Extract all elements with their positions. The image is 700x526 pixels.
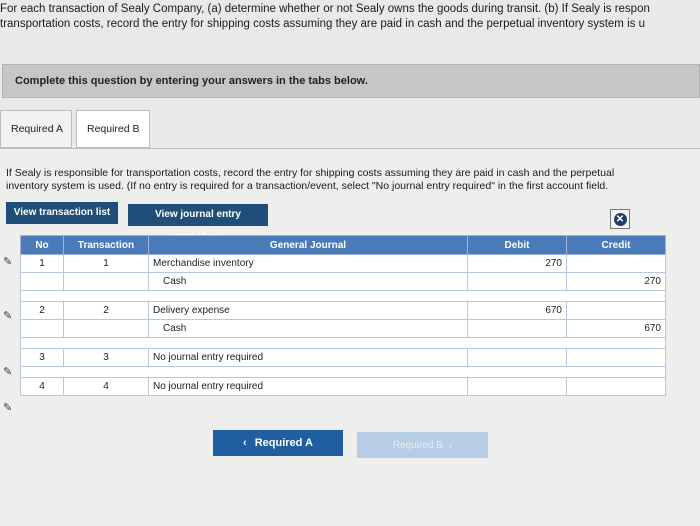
cell-no: 4: [21, 378, 64, 396]
cell-no: 2: [21, 302, 64, 320]
instruction-banner: [2, 64, 700, 98]
chevron-right-icon: ›: [448, 439, 453, 451]
cell-account[interactable]: Cash: [149, 320, 468, 338]
view-journal-entry-worksheet-button[interactable]: View journal entry: [128, 204, 268, 226]
table-row: [21, 378, 666, 396]
col-journal-header: General Journal: [149, 236, 468, 255]
journal-table: [20, 235, 666, 396]
panel-instructions: [6, 167, 614, 193]
cell-transaction: [64, 273, 149, 291]
close-button[interactable]: [610, 209, 630, 229]
col-credit-header: Credit: [567, 236, 666, 255]
cell-debit[interactable]: [468, 273, 567, 291]
close-icon: ✕: [614, 213, 627, 226]
cell-transaction: 3: [64, 349, 149, 367]
cell-debit[interactable]: [468, 320, 567, 338]
cell-debit[interactable]: [468, 349, 567, 367]
cell-credit[interactable]: 670: [567, 320, 666, 338]
cell-credit[interactable]: [567, 349, 666, 367]
banner-text: Complete this question by entering your answers in the tabs below.: [15, 75, 368, 87]
table-header-row: [21, 236, 666, 255]
cell-transaction: 1: [64, 255, 149, 273]
spacer-row: [21, 291, 666, 302]
next-button-label: Required B: [392, 439, 443, 451]
table-row: [21, 273, 666, 291]
question-intro: [0, 2, 700, 32]
cell-credit[interactable]: [567, 255, 666, 273]
cell-transaction: 2: [64, 302, 149, 320]
col-debit-header: Debit: [468, 236, 567, 255]
edit-pencil-icon[interactable]: ✎: [3, 256, 13, 268]
chevron-left-icon: ‹: [243, 437, 247, 449]
tab-label: Required A: [11, 123, 63, 135]
cell-credit[interactable]: 270: [567, 273, 666, 291]
table-row: [21, 320, 666, 338]
tab-panel: [0, 148, 700, 526]
table-row: [21, 349, 666, 367]
edit-pencil-icon[interactable]: ✎: [3, 402, 13, 414]
spacer-row: [21, 338, 666, 349]
cell-account[interactable]: Cash: [149, 273, 468, 291]
cell-no: 1: [21, 255, 64, 273]
table-row: [21, 302, 666, 320]
tab-label: Required B: [87, 123, 140, 135]
cell-account[interactable]: Merchandise inventory: [149, 255, 468, 273]
col-transaction-header: Transaction: [64, 236, 149, 255]
cell-credit[interactable]: [567, 302, 666, 320]
next-required-b-button[interactable]: [357, 432, 488, 458]
prev-required-a-button[interactable]: [213, 430, 343, 456]
cell-transaction: [64, 320, 149, 338]
view-transaction-list-button[interactable]: View transaction list: [6, 202, 118, 224]
instructions-line-1: If Sealy is responsible for transportation costs, record the entry for shipping costs assuming they are paid in cash and the perpetual: [6, 167, 615, 179]
table-row: [21, 255, 666, 273]
tab-required-b[interactable]: [76, 110, 150, 148]
edit-pencil-icon[interactable]: ✎: [3, 310, 13, 322]
tab-required-a[interactable]: [0, 110, 72, 148]
cell-account[interactable]: Delivery expense: [149, 302, 468, 320]
cell-no: 3: [21, 349, 64, 367]
cell-no: [21, 273, 64, 291]
cell-debit[interactable]: 270: [468, 255, 567, 273]
cell-no: [21, 320, 64, 338]
spacer-row: [21, 367, 666, 378]
cell-account[interactable]: No journal entry required: [149, 349, 468, 367]
instructions-line-2: inventory system is used. (If no entry is required for a transaction/event, select "No journal entry required" in the first account field.: [6, 180, 609, 192]
cell-transaction: 4: [64, 378, 149, 396]
edit-pencil-icon[interactable]: ✎: [3, 366, 13, 378]
intro-line-2: transportation costs, record the entry for shipping costs assuming they are paid in cash and the perpetual inventory system is u: [0, 18, 645, 30]
cell-credit[interactable]: [567, 378, 666, 396]
cell-debit[interactable]: [468, 378, 567, 396]
cell-debit[interactable]: 670: [468, 302, 567, 320]
col-no-header: No: [21, 236, 64, 255]
intro-line-1: For each transaction of Sealy Company, (a) determine whether or not Sealy owns the goods during transit. (b) If Sealy is respon: [0, 3, 650, 15]
prev-button-label: Required A: [254, 437, 313, 449]
cell-account[interactable]: No journal entry required: [149, 378, 468, 396]
